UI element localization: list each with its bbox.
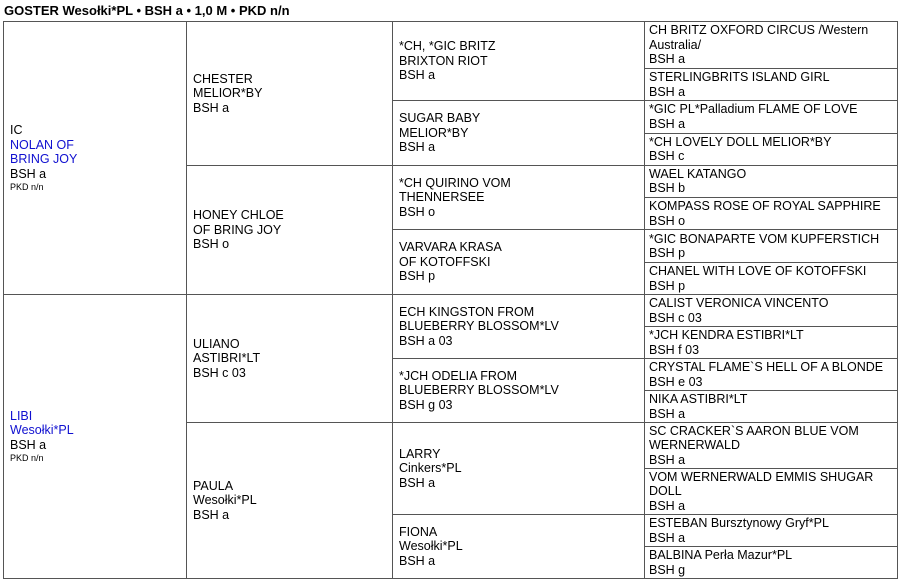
gen4-14-line1: VOM WERNERWALD EMMIS SHUGAR: [649, 469, 874, 484]
gen3-1-line1: *CH, *GIC BRITZ: [399, 39, 496, 54]
gen2-1-breed: BSH a: [193, 100, 230, 115]
gen3-6-line1: *JCH ODELIA FROM: [399, 368, 518, 383]
gen2-cell-2: [187, 165, 393, 294]
gen4-cell-6: [645, 198, 898, 230]
gen2-cell-1: [187, 22, 393, 166]
gen4-cell-12: [645, 391, 898, 423]
gen3-cell-8: [393, 515, 645, 579]
gen4-cell-2: [645, 69, 898, 101]
gen4-10-breed: BSH f 03: [649, 342, 700, 357]
gen2-3-line1: ULIANO: [193, 336, 240, 351]
gen3-cell-1: [393, 22, 645, 101]
gen4-3-breed: BSH a: [649, 116, 686, 131]
gen3-8-breed: BSH a: [399, 553, 436, 568]
gen3-7-line2: Cinkers*PL: [399, 461, 462, 476]
gen2-4-line2: Wesołki*PL: [193, 493, 257, 508]
gen3-8-line1: FIONA: [399, 524, 438, 539]
gen3-3-breed: BSH o: [399, 204, 436, 219]
gen4-cell-8: [645, 263, 898, 295]
gen2-3-breed: BSH c 03: [193, 365, 246, 380]
dam-name-line2[interactable]: Wesołki*PL: [10, 423, 74, 438]
gen4-15-breed: BSH a: [649, 530, 686, 545]
gen3-cell-3: [393, 165, 645, 230]
gen4-cell-9: [645, 295, 898, 327]
gen4-11-line1: CRYSTAL FLAME`S HELL OF A BLONDE: [649, 360, 884, 374]
gen4-4-breed: BSH c: [649, 149, 685, 164]
gen4-6-breed: BSH o: [649, 213, 686, 228]
dam-breed: BSH a: [10, 437, 47, 452]
gen4-2-breed: BSH a: [649, 84, 686, 99]
sire-name-line2[interactable]: BRING JOY: [10, 152, 78, 166]
gen3-8-line2: Wesołki*PL: [399, 539, 463, 554]
gen3-7-line1: LARRY: [399, 446, 441, 461]
gen4-cell-7: [645, 230, 898, 263]
gen4-cell-16: [645, 547, 898, 579]
sire-name-line1[interactable]: NOLAN OF: [10, 137, 74, 152]
gen3-cell-2: [393, 101, 645, 166]
gen2-3-line2: ASTIBRI*LT: [193, 351, 261, 366]
gen3-3-line2: THENNERSEE: [399, 190, 485, 205]
sire-cell: [4, 22, 187, 295]
gen4-1-line2: Australia/: [649, 37, 702, 52]
gen3-cell-4: [393, 230, 645, 295]
gen4-cell-15: [645, 515, 898, 547]
gen2-cell-3: [187, 295, 393, 423]
gen4-cell-14: [645, 469, 898, 515]
sire-breed: BSH a: [10, 166, 47, 181]
gen4-3-line1: *GIC PL*Palladium FLAME OF LOVE: [649, 102, 858, 117]
gen3-2-line2: MELIOR*BY: [399, 125, 469, 140]
gen3-2-breed: BSH a: [399, 140, 436, 155]
gen4-cell-11: [645, 359, 898, 391]
gen3-7-breed: BSH a: [399, 475, 436, 490]
gen3-3-line1: *CH QUIRINO VOM: [399, 175, 511, 190]
gen2-2-line2: OF BRING JOY: [193, 222, 282, 237]
dam-name-line1[interactable]: LIBI: [10, 408, 33, 423]
gen4-8-line1: CHANEL WITH LOVE OF KOTOFFSKI: [649, 264, 867, 278]
gen4-7-line1: *GIC BONAPARTE VOM KUPFERSTICH: [649, 231, 880, 246]
gen4-12-breed: BSH a: [649, 406, 686, 421]
page-title: GOSTER Wesołki*PL • BSH a • 1,0 M • PKD n/n: [4, 3, 290, 18]
sire-pkd: PKD n/n: [10, 182, 44, 192]
gen4-4-line1: *CH LOVELY DOLL MELIOR*BY: [649, 134, 832, 149]
gen3-4-line1: VARVARA KRASA: [399, 240, 502, 255]
gen4-10-line1: *JCH KENDRA ESTIBRI*LT: [649, 328, 804, 342]
gen3-5-line1: ECH KINGSTON FROM: [399, 304, 535, 319]
gen2-1-line2: MELIOR*BY: [193, 86, 263, 101]
gen4-16-line1: BALBINA Perła Mazur*PL: [649, 548, 793, 562]
gen4-14-breed: BSH a: [649, 498, 686, 513]
gen4-8-breed: BSH p: [649, 278, 686, 293]
gen2-1-line1: CHESTER: [193, 71, 253, 86]
gen3-cell-7: [393, 423, 645, 515]
gen4-1-breed: BSH a: [649, 52, 686, 67]
gen2-cell-4: [187, 423, 393, 579]
gen4-cell-4: [645, 133, 898, 165]
gen4-13-line1: SC CRACKER`S AARON BLUE VOM: [649, 423, 859, 438]
gen4-9-breed: BSH c 03: [649, 310, 702, 325]
gen4-1-line1: CH BRITZ OXFORD CIRCUS /Western: [649, 23, 869, 38]
gen4-6-line1: KOMPASS ROSE OF ROYAL SAPPHIRE: [649, 199, 881, 214]
dam-cell: [4, 295, 187, 579]
gen4-12-line1: NIKA ASTIBRI*LT: [649, 392, 748, 406]
gen3-1-line2: BRIXTON RIOT: [399, 53, 488, 68]
gen3-6-breed: BSH g 03: [399, 397, 453, 412]
gen4-cell-10: [645, 327, 898, 359]
gen4-cell-13: [645, 423, 898, 469]
gen4-5-breed: BSH b: [649, 181, 686, 196]
gen4-cell-5: [645, 165, 898, 198]
gen4-cell-3: [645, 101, 898, 134]
gen4-13-line2: WERNERWALD: [649, 438, 740, 453]
gen4-16-breed: BSH g: [649, 562, 686, 577]
gen2-4-breed: BSH a: [193, 507, 230, 522]
gen3-4-line2: OF KOTOFFSKI: [399, 254, 491, 269]
gen4-14-line2: DOLL: [649, 484, 682, 499]
gen4-cell-1: [645, 22, 898, 69]
gen4-15-line1: ESTEBAN Bursztynowy Gryf*PL: [649, 516, 829, 530]
gen4-5-line1: WAEL KATANGO: [649, 166, 747, 181]
gen3-cell-5: [393, 295, 645, 359]
pedigree-table: [3, 21, 898, 579]
gen4-11-breed: BSH e 03: [649, 374, 703, 389]
gen4-2-line1: STERLINGBRITS ISLAND GIRL: [649, 70, 830, 84]
gen2-2-line1: HONEY CHLOE: [193, 208, 284, 223]
gen2-4-line1: PAULA: [193, 478, 234, 493]
gen3-1-breed: BSH a: [399, 68, 436, 83]
gen3-5-line2: BLUEBERRY BLOSSOM*LV: [399, 319, 559, 334]
gen3-cell-6: [393, 359, 645, 423]
dam-pkd: PKD n/n: [10, 453, 44, 464]
gen3-5-breed: BSH a 03: [399, 333, 453, 348]
gen4-7-breed: BSH p: [649, 246, 686, 261]
gen3-2-line1: SUGAR BABY: [399, 111, 481, 126]
sire-prefix: IC: [10, 123, 23, 137]
gen3-6-line2: BLUEBERRY BLOSSOM*LV: [399, 383, 559, 398]
gen3-4-breed: BSH p: [399, 269, 436, 284]
gen2-2-breed: BSH o: [193, 237, 230, 252]
gen4-13-breed: BSH a: [649, 452, 686, 467]
gen4-9-line1: CALIST VERONICA VINCENTO: [649, 296, 829, 310]
